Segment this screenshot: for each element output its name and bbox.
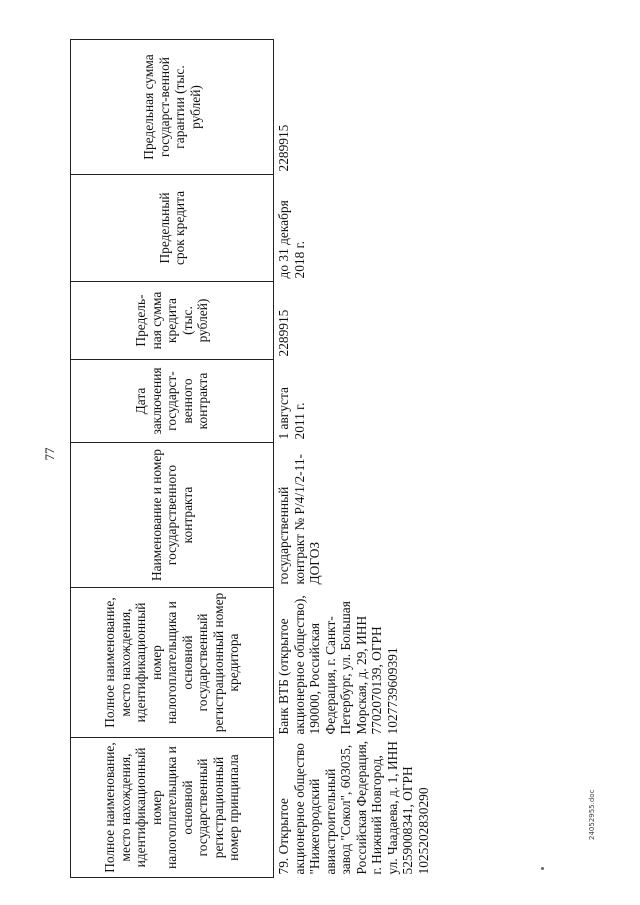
header-creditor: Полное наименование, место нахождения, идентификационный номер налогоплательщика и основной государственный регистрационный номер кредитора xyxy=(71,588,274,738)
header-contract-date: Дата заключения государст-венного контракта xyxy=(71,360,274,443)
table-row xyxy=(274,40,434,878)
file-code: 24052955.doc xyxy=(588,789,596,840)
cell-credit-term: до 31 декабря 2018 г. xyxy=(276,200,307,279)
scan-artifact xyxy=(541,867,544,870)
cell-contract-date: 1 августа 2011 г. xyxy=(276,387,307,440)
cell-creditor: Банк ВТБ (открытое акционерное общество), 190000, Российская Федерация, г. Санкт-Петербург, ул. Большая Морская, д. 29, ИНН 7702070139, ОГРН 1027739609391 xyxy=(276,595,400,735)
header-principal: Полное наименование, место нахождения, идентификационный номер налогоплательщика и основной государственный регистрационный номер принципала xyxy=(71,738,274,878)
rotated-document-body xyxy=(70,40,480,878)
header-guarantee-limit: Предельная сумма государст-венной гарантии (тыс. рублей) xyxy=(71,40,274,175)
header-credit-limit: Предель-ная сумма кредита (тыс. рублей) xyxy=(71,282,274,360)
cell-credit-limit: 2289915 xyxy=(276,309,291,357)
page-number: 77 xyxy=(42,447,57,461)
cell-contract-name: государственный контракт № Р/4/1/2-11-ДОГОЗ xyxy=(276,454,322,585)
header-credit-term: Предельный срок кредита xyxy=(71,175,274,282)
state-guarantee-table xyxy=(70,39,433,878)
cell-principal: 79. Открытое акционерное общество "Нижегородский авиастроительный завод "Сокол", 603035, Российская Федерация, г. Нижний Новгород, ул. Чаадаева, д. 1, ИНН 5259008341, ОГРН 1025202830290 xyxy=(276,740,431,875)
table-header-row xyxy=(71,40,274,878)
cell-guarantee-limit: 2289915 xyxy=(276,124,291,172)
header-contract-name: Наименование и номер государственного контракта xyxy=(71,443,274,588)
